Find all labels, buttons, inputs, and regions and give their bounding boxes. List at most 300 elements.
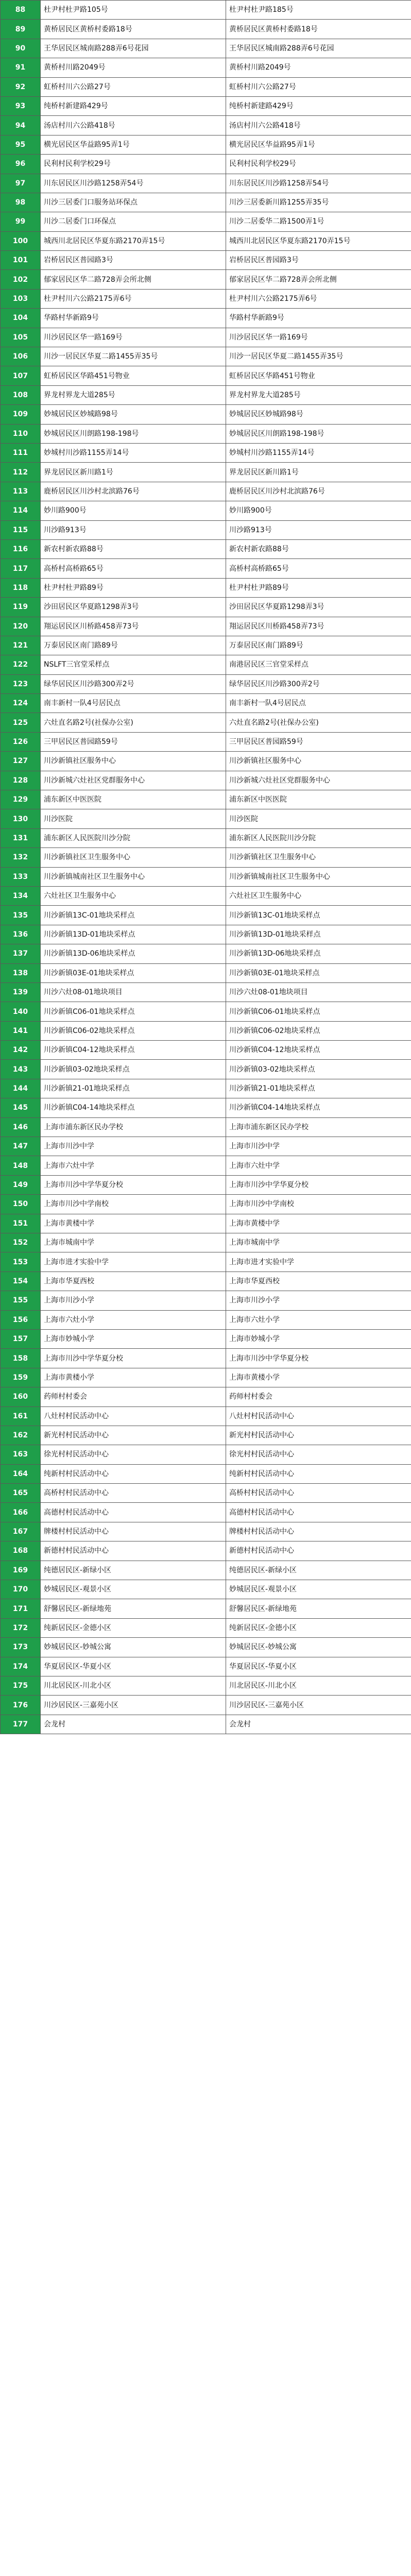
row-number: 172: [1, 1618, 41, 1637]
site-name-cell: 川沙居民区-三嘉苑小区: [41, 1696, 226, 1715]
site-name-cell: 上海市川沙小学: [41, 1291, 226, 1310]
table-row: [1, 809, 411, 828]
row-number: 92: [1, 77, 41, 96]
site-name-cell: 高德村村民活动中心: [41, 1503, 226, 1522]
site-name-cell: 川东居民区川沙路1258弄54号: [41, 174, 226, 193]
site-address-cell: 新光村村民活动中心: [226, 1426, 411, 1445]
site-address-cell: 岩桥居民区普园路3号: [226, 251, 411, 270]
site-address-cell: 上海市六灶小学: [226, 1310, 411, 1329]
site-address-cell: 纯新村村民活动中心: [226, 1464, 411, 1483]
row-number: 145: [1, 1098, 41, 1117]
table-row: [1, 251, 411, 270]
site-name-cell: 纯德居民区-新绿小区: [41, 1561, 226, 1580]
site-name-cell: 上海市六灶小学: [41, 1310, 226, 1329]
table-row: [1, 1002, 411, 1021]
row-number: 96: [1, 155, 41, 174]
site-address-cell: 川东居民区川沙路1258弄54号: [226, 174, 411, 193]
site-address-cell: 三甲居民区普园路59号: [226, 732, 411, 751]
table-row: [1, 578, 411, 597]
site-name-cell: 纯新村村民活动中心: [41, 1464, 226, 1483]
table-row: [1, 828, 411, 848]
site-address-cell: 高德村村民活动中心: [226, 1503, 411, 1522]
table-row: [1, 559, 411, 578]
site-address-cell: 上海市川沙小学: [226, 1291, 411, 1310]
table-row: [1, 328, 411, 347]
site-address-cell: 上海市六灶中学: [226, 1156, 411, 1175]
site-name-cell: 舒馨居民区-新绿地苑: [41, 1599, 226, 1618]
row-number: 139: [1, 982, 41, 1002]
table-row: [1, 212, 411, 231]
table-row: [1, 289, 411, 308]
row-number: 91: [1, 58, 41, 77]
site-address-cell: 川沙新镇C04-12地块采样点: [226, 1041, 411, 1060]
row-number: 115: [1, 520, 41, 539]
site-name-cell: 上海市进才实验中学: [41, 1252, 226, 1272]
table-row: [1, 1291, 411, 1310]
table-row: [1, 463, 411, 482]
site-name-cell: 川沙新镇13C-01地块采样点: [41, 906, 226, 925]
site-address-cell: 纯新居民区-金德小区: [226, 1618, 411, 1637]
table-row: [1, 1522, 411, 1541]
site-name-cell: 三甲居民区普园路59号: [41, 732, 226, 751]
table-row: [1, 539, 411, 558]
site-address-cell: 虹桥居民区华路451号物业: [226, 366, 411, 385]
site-name-cell: 华路村华新路9号: [41, 309, 226, 328]
site-address-cell: 妙城村川沙路1155弄14号: [226, 443, 411, 462]
site-name-cell: 上海市川沙中学华夏分校: [41, 1175, 226, 1194]
table-row: [1, 1657, 411, 1676]
site-address-cell: 川沙新镇社区卫生服务中心: [226, 848, 411, 867]
site-address-cell: 徐光村村民活动中心: [226, 1445, 411, 1464]
site-name-cell: 新德村村民活动中心: [41, 1541, 226, 1561]
row-number: 113: [1, 482, 41, 501]
table-row: [1, 96, 411, 115]
site-address-cell: 华夏居民区-华夏小区: [226, 1657, 411, 1676]
row-number: 88: [1, 1, 41, 20]
site-name-cell: 川沙新镇03E-01地块采样点: [41, 963, 226, 982]
table-row: [1, 1233, 411, 1252]
table-row: [1, 443, 411, 462]
row-number: 138: [1, 963, 41, 982]
row-number: 165: [1, 1484, 41, 1503]
site-address-cell: 城西川北居民区华夏东路2170弄15号: [226, 231, 411, 250]
site-name-cell: 虹桥居民区华路451号物业: [41, 366, 226, 385]
site-address-cell: 浦东新区人民医院川沙分院: [226, 828, 411, 848]
row-number: 173: [1, 1638, 41, 1657]
site-name-cell: 川沙医院: [41, 809, 226, 828]
site-name-cell: 川沙新镇社区卫生服务中心: [41, 848, 226, 867]
table-row: [1, 886, 411, 905]
site-address-cell: 川沙居民区-三嘉苑小区: [226, 1696, 411, 1715]
row-number: 156: [1, 1310, 41, 1329]
table-row: [1, 366, 411, 385]
site-name-cell: 华夏居民区-华夏小区: [41, 1657, 226, 1676]
site-name-cell: 浦东新区人民医院川沙分院: [41, 828, 226, 848]
site-name-cell: 黄桥居民区黄桥村委路18号: [41, 20, 226, 39]
table-row: [1, 20, 411, 39]
site-name-cell: 牌楼村村民活动中心: [41, 1522, 226, 1541]
row-number: 155: [1, 1291, 41, 1310]
site-address-cell: 上海市浦东新区民办学校: [226, 1117, 411, 1137]
row-number: 167: [1, 1522, 41, 1541]
row-number: 147: [1, 1137, 41, 1156]
row-number: 123: [1, 674, 41, 693]
table-row: [1, 925, 411, 944]
row-number: 171: [1, 1599, 41, 1618]
site-address-cell: 川沙新镇C04-14地块采样点: [226, 1098, 411, 1117]
row-number: 117: [1, 559, 41, 578]
site-name-cell: 上海市华夏西校: [41, 1272, 226, 1291]
site-address-cell: 会龙村: [226, 1715, 411, 1734]
site-address-cell: 川沙新镇21-01地块采样点: [226, 1079, 411, 1098]
table-row: [1, 848, 411, 867]
site-name-cell: 鹿桥居民区川沙村北滨路76号: [41, 482, 226, 501]
site-address-cell: 川沙新镇C06-01地块采样点: [226, 1002, 411, 1021]
site-name-cell: 妙城居民区-妙城公寓: [41, 1638, 226, 1657]
row-number: 140: [1, 1002, 41, 1021]
site-address-cell: 川沙新城六灶社区党群服务中心: [226, 771, 411, 790]
row-number: 158: [1, 1349, 41, 1368]
site-address-cell: 上海市川沙中学华夏分校: [226, 1349, 411, 1368]
site-address-cell: 黄桥村川路2049号: [226, 58, 411, 77]
row-number: 148: [1, 1156, 41, 1175]
site-address-cell: 药师村村委会: [226, 1387, 411, 1406]
site-address-cell: 妙城居民区-妙城公寓: [226, 1638, 411, 1657]
row-number: 104: [1, 309, 41, 328]
site-address-cell: 杜尹村杜尹路185号: [226, 1, 411, 20]
table-row: [1, 598, 411, 617]
site-name-cell: 妙城居民区妙城路98号: [41, 405, 226, 424]
site-address-cell: 牌楼村村民活动中心: [226, 1522, 411, 1541]
table-row: [1, 617, 411, 636]
row-number: 105: [1, 328, 41, 347]
table-row: [1, 405, 411, 424]
site-address-cell: 华路村华新路9号: [226, 309, 411, 328]
site-name-cell: 上海市川沙中学华夏分校: [41, 1349, 226, 1368]
row-number: 174: [1, 1657, 41, 1676]
site-name-cell: 王华居民区城南路288弄6号花园: [41, 39, 226, 58]
site-name-cell: 八灶村村民活动中心: [41, 1406, 226, 1426]
row-number: 164: [1, 1464, 41, 1483]
row-number: 169: [1, 1561, 41, 1580]
table-row: [1, 58, 411, 77]
site-address-cell: 川沙新镇社区服务中心: [226, 752, 411, 771]
site-address-cell: 高桥村村民活动中心: [226, 1484, 411, 1503]
row-number: 168: [1, 1541, 41, 1561]
table-row: [1, 944, 411, 963]
table-row: [1, 174, 411, 193]
table-row: [1, 790, 411, 809]
row-number: 118: [1, 578, 41, 597]
row-number: 90: [1, 39, 41, 58]
table-row: [1, 1252, 411, 1272]
row-number: 106: [1, 347, 41, 366]
row-number: 109: [1, 405, 41, 424]
site-name-cell: 上海市黄楼小学: [41, 1368, 226, 1387]
row-number: 135: [1, 906, 41, 925]
table-row: [1, 1214, 411, 1233]
site-address-cell: 上海市城南中学: [226, 1233, 411, 1252]
site-name-cell: 川沙新镇C04-14地块采样点: [41, 1098, 226, 1117]
site-name-cell: 上海市六灶中学: [41, 1156, 226, 1175]
row-number: 134: [1, 886, 41, 905]
site-address-cell: 高桥村高桥路65号: [226, 559, 411, 578]
row-number: 125: [1, 713, 41, 732]
site-address-cell: 浦东新区中医医院: [226, 790, 411, 809]
location-table-body: [1, 1, 411, 1734]
row-number: 129: [1, 790, 41, 809]
site-address-cell: 上海市进才实验中学: [226, 1252, 411, 1272]
site-address-cell: 川沙二居委华二路1500弄1号: [226, 212, 411, 231]
site-name-cell: 岩桥居民区普园路3号: [41, 251, 226, 270]
site-name-cell: 翔运居民区川桥路458弄73号: [41, 617, 226, 636]
row-number: 133: [1, 867, 41, 886]
site-address-cell: 川沙居民区华一路169号: [226, 328, 411, 347]
row-number: 95: [1, 135, 41, 154]
table-row: [1, 1041, 411, 1060]
site-address-cell: 八灶村村民活动中心: [226, 1406, 411, 1426]
site-name-cell: 川北居民区-川北小区: [41, 1676, 226, 1695]
table-row: [1, 1310, 411, 1329]
table-row: [1, 1426, 411, 1445]
site-name-cell: 新光村村民活动中心: [41, 1426, 226, 1445]
table-row: [1, 1060, 411, 1079]
site-name-cell: 上海市川沙中学南校: [41, 1195, 226, 1214]
site-address-cell: 妙川路900号: [226, 501, 411, 520]
row-number: 111: [1, 443, 41, 462]
site-address-cell: 上海市川沙中学华夏分校: [226, 1175, 411, 1194]
site-address-cell: 虹桥村川六公路27号: [226, 77, 411, 96]
row-number: 166: [1, 1503, 41, 1522]
site-name-cell: 川沙路913号: [41, 520, 226, 539]
site-address-cell: 翔运居民区川桥路458弄73号: [226, 617, 411, 636]
table-row: [1, 1117, 411, 1137]
table-row: [1, 77, 411, 96]
table-row: [1, 520, 411, 539]
site-name-cell: 妙城居民区-观景小区: [41, 1580, 226, 1599]
site-address-cell: 沙田居民区华夏路1298弄3号: [226, 598, 411, 617]
row-number: 176: [1, 1696, 41, 1715]
table-row: [1, 501, 411, 520]
site-address-cell: 杜尹村川六公路2175弄6号: [226, 289, 411, 308]
site-address-cell: 郁家居民区华二路728弄会所北侧: [226, 270, 411, 289]
table-row: [1, 867, 411, 886]
table-row: [1, 1, 411, 20]
site-address-cell: 上海市黄楼中学: [226, 1214, 411, 1233]
row-number: 136: [1, 925, 41, 944]
row-number: 159: [1, 1368, 41, 1387]
row-number: 175: [1, 1676, 41, 1695]
row-number: 100: [1, 231, 41, 250]
row-number: 89: [1, 20, 41, 39]
site-address-cell: 川沙三居委新川路1255弄35号: [226, 193, 411, 212]
site-address-cell: 界龙村界龙大道285号: [226, 385, 411, 404]
site-name-cell: 川沙新镇13D-06地块采样点: [41, 944, 226, 963]
site-name-cell: 六灶直名路2号(社保办公室): [41, 713, 226, 732]
site-name-cell: 川沙新镇社区服务中心: [41, 752, 226, 771]
site-address-cell: 新德村村民活动中心: [226, 1541, 411, 1561]
site-address-cell: 绿华居民区川沙路300弄2号: [226, 674, 411, 693]
table-row: [1, 1406, 411, 1426]
table-row: [1, 1561, 411, 1580]
site-address-cell: 界龙居民区新川路1号: [226, 463, 411, 482]
site-name-cell: 川沙新镇13D-01地块采样点: [41, 925, 226, 944]
site-name-cell: 黄桥村川路2049号: [41, 58, 226, 77]
site-address-cell: 汤店村川六公路418号: [226, 116, 411, 135]
site-address-cell: 川沙新镇03E-01地块采样点: [226, 963, 411, 982]
site-address-cell: 南丰新村一队4号居民点: [226, 694, 411, 713]
row-number: 128: [1, 771, 41, 790]
site-name-cell: 沙田居民区华夏路1298弄3号: [41, 598, 226, 617]
site-name-cell: 绿华居民区川沙路300弄2号: [41, 674, 226, 693]
site-name-cell: 妙城村川沙路1155弄14号: [41, 443, 226, 462]
site-name-cell: 川沙二居委门口环保点: [41, 212, 226, 231]
site-name-cell: 药师村村委会: [41, 1387, 226, 1406]
site-name-cell: 新农村新农路88号: [41, 539, 226, 558]
site-name-cell: 川沙居民区华一路169号: [41, 328, 226, 347]
row-number: 114: [1, 501, 41, 520]
table-row: [1, 963, 411, 982]
site-name-cell: 川沙新城六灶社区党群服务中心: [41, 771, 226, 790]
table-row: [1, 771, 411, 790]
table-row: [1, 906, 411, 925]
site-name-cell: 虹桥村川六公路27号: [41, 77, 226, 96]
table-row: [1, 231, 411, 250]
row-number: 154: [1, 1272, 41, 1291]
site-address-cell: 舒馨居民区-新绿地苑: [226, 1599, 411, 1618]
row-number: 170: [1, 1580, 41, 1599]
site-address-cell: 川沙新镇C06-02地块采样点: [226, 1021, 411, 1040]
table-row: [1, 1272, 411, 1291]
site-name-cell: 杜尹村杜尹路89号: [41, 578, 226, 597]
row-number: 151: [1, 1214, 41, 1233]
site-name-cell: 上海市黄楼中学: [41, 1214, 226, 1233]
row-number: 143: [1, 1060, 41, 1079]
site-name-cell: 民利村民利学校29号: [41, 155, 226, 174]
table-row: [1, 655, 411, 674]
table-row: [1, 1195, 411, 1214]
site-address-cell: 上海市黄楼小学: [226, 1368, 411, 1387]
site-address-cell: 上海市妙城小学: [226, 1329, 411, 1348]
site-address-cell: 川沙新镇13C-01地块采样点: [226, 906, 411, 925]
row-number: 160: [1, 1387, 41, 1406]
site-address-cell: 川沙医院: [226, 809, 411, 828]
row-number: 149: [1, 1175, 41, 1194]
table-row: [1, 1599, 411, 1618]
row-number: 150: [1, 1195, 41, 1214]
table-row: [1, 694, 411, 713]
table-row: [1, 674, 411, 693]
site-name-cell: 界龙居民区新川路1号: [41, 463, 226, 482]
site-name-cell: 上海市妙城小学: [41, 1329, 226, 1348]
site-name-cell: 汤店村川六公路418号: [41, 116, 226, 135]
row-number: 93: [1, 96, 41, 115]
site-name-cell: NSLFT三官堂采样点: [41, 655, 226, 674]
site-address-cell: 鹿桥居民区川沙村北滨路76号: [226, 482, 411, 501]
table-row: [1, 1676, 411, 1695]
site-address-cell: 上海市川沙中学南校: [226, 1195, 411, 1214]
table-row: [1, 1484, 411, 1503]
site-name-cell: 川沙新镇03-02地块采样点: [41, 1060, 226, 1079]
row-number: 122: [1, 655, 41, 674]
site-name-cell: 高桥村村民活动中心: [41, 1484, 226, 1503]
site-address-cell: 黄桥居民区黄桥村委路18号: [226, 20, 411, 39]
site-name-cell: 高桥村高桥路65号: [41, 559, 226, 578]
row-number: 163: [1, 1445, 41, 1464]
table-row: [1, 1638, 411, 1657]
site-name-cell: 川沙新镇C04-12地块采样点: [41, 1041, 226, 1060]
site-address-cell: 川沙新镇城南社区卫生服务中心: [226, 867, 411, 886]
table-row: [1, 1387, 411, 1406]
row-number: 131: [1, 828, 41, 848]
table-row: [1, 424, 411, 443]
site-name-cell: 上海市浦东新区民办学校: [41, 1117, 226, 1137]
site-address-cell: 万泰居民区南门路89号: [226, 636, 411, 655]
table-row: [1, 1715, 411, 1734]
table-row: [1, 193, 411, 212]
table-row: [1, 270, 411, 289]
table-row: [1, 1175, 411, 1194]
site-name-cell: 上海市川沙中学: [41, 1137, 226, 1156]
row-number: 98: [1, 193, 41, 212]
site-address-cell: 上海市华夏西校: [226, 1272, 411, 1291]
table-row: [1, 1445, 411, 1464]
row-number: 141: [1, 1021, 41, 1040]
site-address-cell: 妙城居民区川朗路198-198号: [226, 424, 411, 443]
table-row: [1, 752, 411, 771]
table-row: [1, 309, 411, 328]
site-name-cell: 浦东新区中医医院: [41, 790, 226, 809]
row-number: 97: [1, 174, 41, 193]
row-number: 94: [1, 116, 41, 135]
table-row: [1, 1137, 411, 1156]
row-number: 144: [1, 1079, 41, 1098]
site-name-cell: 横光居民区华益路95弄1号: [41, 135, 226, 154]
site-address-cell: 川沙六灶08-01地块项目: [226, 982, 411, 1002]
row-number: 130: [1, 809, 41, 828]
site-address-cell: 六灶直名路2号(社保办公室): [226, 713, 411, 732]
table-row: [1, 732, 411, 751]
site-address-cell: 杜尹村杜尹路89号: [226, 578, 411, 597]
table-row: [1, 1464, 411, 1483]
table-row: [1, 1021, 411, 1040]
row-number: 102: [1, 270, 41, 289]
site-name-cell: 纯新居民区-金德小区: [41, 1618, 226, 1637]
row-number: 126: [1, 732, 41, 751]
row-number: 116: [1, 539, 41, 558]
table-row: [1, 1349, 411, 1368]
site-name-cell: 纯桥村新建路429号: [41, 96, 226, 115]
site-address-cell: 川沙新镇13D-01地块采样点: [226, 925, 411, 944]
table-row: [1, 1079, 411, 1098]
row-number: 120: [1, 617, 41, 636]
table-row: [1, 347, 411, 366]
site-address-cell: 川沙路913号: [226, 520, 411, 539]
site-name-cell: 川沙新镇C06-02地块采样点: [41, 1021, 226, 1040]
row-number: 101: [1, 251, 41, 270]
site-address-cell: 川北居民区-川北小区: [226, 1676, 411, 1695]
site-name-cell: 徐光村村民活动中心: [41, 1445, 226, 1464]
row-number: 103: [1, 289, 41, 308]
site-address-cell: 川沙一居民区华夏二路1455弄35号: [226, 347, 411, 366]
row-number: 157: [1, 1329, 41, 1348]
site-name-cell: 妙城居民区川朗路198-198号: [41, 424, 226, 443]
site-name-cell: 川沙新镇21-01地块采样点: [41, 1079, 226, 1098]
row-number: 124: [1, 694, 41, 713]
table-row: [1, 1503, 411, 1522]
row-number: 132: [1, 848, 41, 867]
table-row: [1, 155, 411, 174]
